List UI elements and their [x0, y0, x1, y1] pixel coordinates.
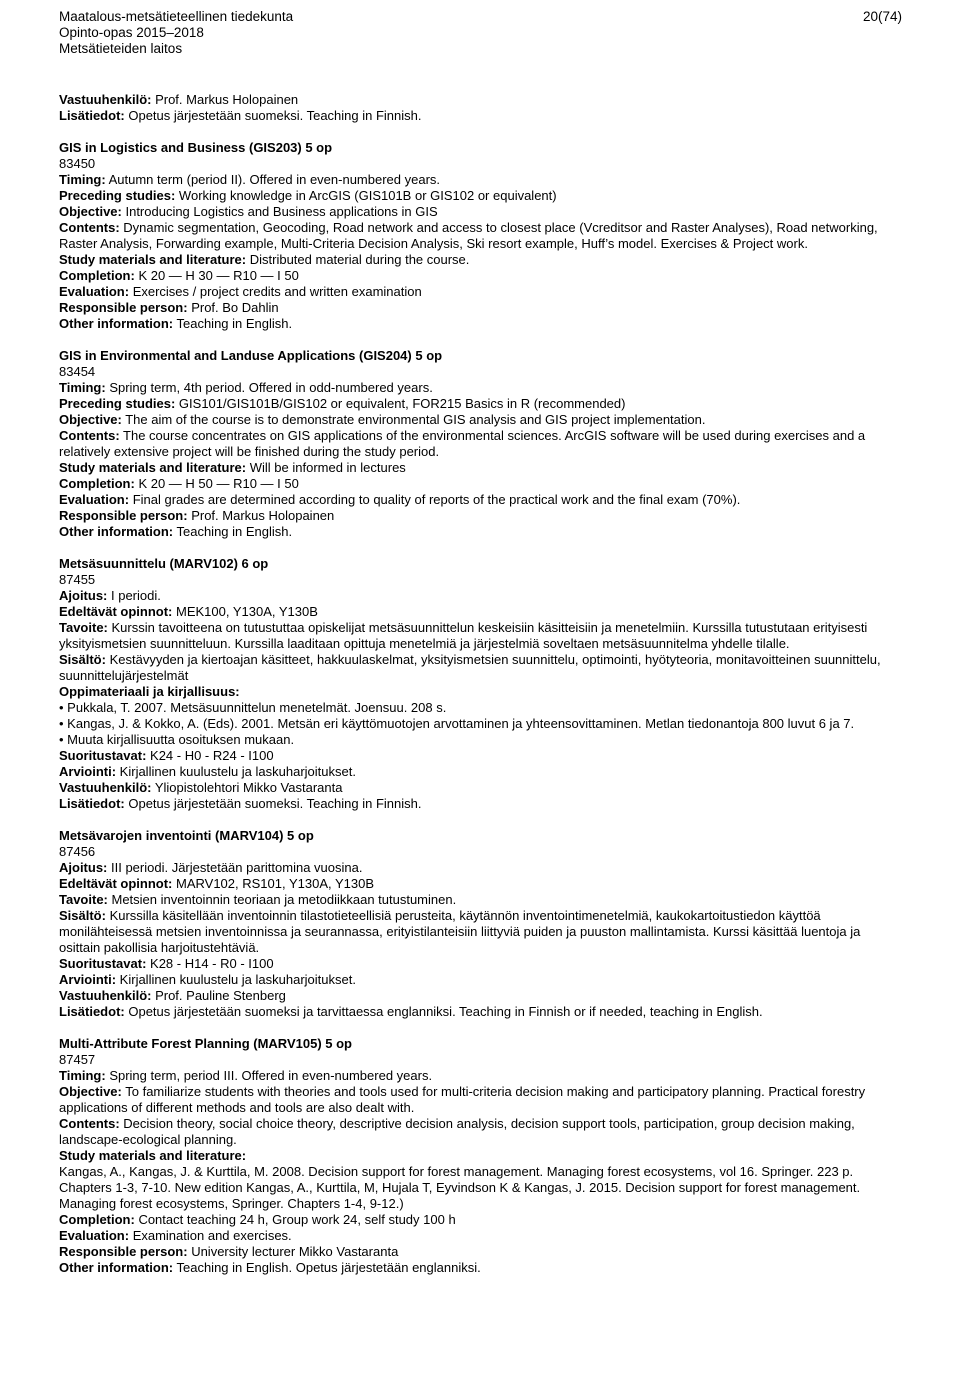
course-materials: Study materials and literature: Distributed material during the course.: [59, 252, 470, 267]
course-contents: Sisältö: Kurssilla käsitellään inventoinnin tilastotieteellisiä perusteita, käytännön inventointimenetelmiä, kaukokartoitustiedon käyttöä monilähteisessä metsien inventoinnissa ja seurannassa, erityistilanteisiin liittyviä puiden ja puuston mallintamista. Kurssi käsittää luentoja ja osittain pakollisia harjoitustehtäviä.: [59, 908, 861, 955]
course-other: Lisätiedot: Opetus järjestetään suomeksi. Teaching in Finnish.: [59, 796, 422, 811]
course-materials-label: Oppimateriaali ja kirjallisuus:: [59, 684, 240, 699]
course-objective: Tavoite: Metsien inventoinnin teoriaan ja metodiikkaan tutustuminen.: [59, 892, 457, 907]
course-code: 83450: [59, 156, 96, 171]
course-code: 87456: [59, 844, 96, 859]
course-contents: Contents: Decision theory, social choice theory, descriptive decision analysis, decision support tools, participation, group decision making, landscape-ecological planning.: [59, 1116, 855, 1147]
course-preceding: Edeltävät opinnot: MEK100, Y130A, Y130B: [59, 604, 318, 619]
course-preceding: Preceding studies: GIS101/GIS101B/GIS102 or equivalent, FOR215 Basics in R (recommended): [59, 396, 626, 411]
course-responsible: Responsible person: University lecturer Mikko Vastaranta: [59, 1244, 399, 1259]
department-name: Metsätieteiden laitos: [59, 41, 183, 56]
course-materials-label: Study materials and literature:: [59, 1148, 247, 1163]
field-value: Opetus järjestetään suomeksi. Teaching in Finnish.: [124, 108, 422, 123]
course-timing: Timing: Spring term, 4th period. Offered in odd-numbered years.: [59, 380, 433, 395]
course-timing: Timing: Spring term, period III. Offered in even-numbered years.: [59, 1068, 433, 1083]
faculty-name: Maatalous-metsätieteellinen tiedekunta: [59, 9, 294, 24]
course-code: 87455: [59, 572, 96, 587]
course-title: Metsävarojen inventointi (MARV104) 5 op: [59, 828, 314, 843]
page-header: [59, 9, 902, 57]
course-other: Other information: Teaching in English.: [59, 524, 293, 539]
course-evaluation: Evaluation: Examination and exercises.: [59, 1228, 292, 1243]
course-responsible: Responsible person: Prof. Bo Dahlin: [59, 300, 279, 315]
course-title: GIS in Logistics and Business (GIS203) 5 op: [59, 140, 333, 155]
course-preceding: Preceding studies: Working knowledge in ArcGIS (GIS101B or GIS102 or equivalent): [59, 188, 557, 203]
course-responsible: Vastuuhenkilö: Prof. Pauline Stenberg: [59, 988, 286, 1003]
course-gis203: [59, 140, 902, 332]
course-contents: Contents: Dynamic segmentation, Geocoding, Road network and access to closest place (Vcreditsor and Raster Analyses), Road networking, Raster Analysis, Forwarding example, Multi-Criteria Decision Analysis, Ski resort example, Huff’s model. Exercises & Project work.: [59, 220, 878, 251]
course-code: 87457: [59, 1052, 96, 1067]
course-timing: Timing: Autumn term (period II). Offered in even-numbered years.: [59, 172, 441, 187]
course-objective: Objective: The aim of the course is to demonstrate environmental GIS analysis and GIS project implementation.: [59, 412, 706, 427]
course-other: Other information: Teaching in English. Opetus järjestetään englanniksi.: [59, 1260, 481, 1275]
course-completion: Suoritustavat: K24 - H0 - R24 - I100: [59, 748, 274, 763]
course-other: Lisätiedot: Opetus järjestetään suomeksi ja tarvittaessa englanniksi. Teaching in Finnish or if needed, teaching in English.: [59, 1004, 763, 1019]
course-timing: Ajoitus: I periodi.: [59, 588, 161, 603]
course-evaluation: Arviointi: Kirjallinen kuulustelu ja laskuharjoitukset.: [59, 972, 356, 987]
list-item: • Pukkala, T. 2007. Metsäsuunnittelun menetelmät. Joensuu. 208 s.: [59, 700, 902, 716]
course-title: GIS in Environmental and Landuse Applications (GIS204) 5 op: [59, 348, 443, 363]
course-objective: Objective: Introducing Logistics and Business applications in GIS: [59, 204, 438, 219]
list-item: • Kangas, J. & Kokko, A. (Eds). 2001. Metsän eri käyttömuotojen arvottaminen ja yhteensovittaminen. Metlan tiedonantoja 800 luvut 6 ja 7.: [59, 716, 902, 732]
course-contents: Sisältö: Kestävyyden ja kiertoajan käsitteet, hakkuulaskelmat, yksityismetsien suunnittelu, optimointi, hyötyteoria, monitavoitteinen suunnittelu, suunnittelujärjestelmät: [59, 652, 881, 683]
intro-info: [59, 108, 902, 124]
course-materials: Study materials and literature: Will be informed in lectures: [59, 460, 406, 475]
course-title: Metsäsuunnittelu (MARV102) 6 op: [59, 556, 269, 571]
list-item: • Muuta kirjallisuutta osoituksen mukaan.: [59, 732, 902, 748]
course-responsible: Responsible person: Prof. Markus Holopainen: [59, 508, 335, 523]
course-marv105: [59, 1036, 902, 1276]
course-marv102: [59, 556, 902, 812]
course-preceding: Edeltävät opinnot: MARV102, RS101, Y130A, Y130B: [59, 876, 375, 891]
course-evaluation: Evaluation: Final grades are determined according to quality of reports of the practical work and the final exam (70%).: [59, 492, 741, 507]
course-contents: Contents: The course concentrates on GIS applications of the environmental sciences. ArcGIS software will be used during exercises and a relatively extensive project will be finished during the study period.: [59, 428, 866, 459]
course-materials: Kangas, A., Kangas, J. & Kurttila, M. 2008. Decision support for forest management. Managing forest ecosystems, vol 16. Springer. 223 p. Chapters 1-3, 7-10. New edition Kangas, A., Kurttila, M, Hujala T, Eyvindson K & Kangas, J. 2015. Decision support for forest management. Managing forest ecosystems, Springer. Chapters 1-4, 9-12.): [59, 1164, 861, 1211]
course-objective: Objective: To familiarize students with theories and tools used for multi-criteria decision making and participatory planning. Practical forestry applications of different methods and tools are also dealt with.: [59, 1084, 866, 1115]
course-other: Other information: Teaching in English.: [59, 316, 293, 331]
guide-title: Opinto-opas 2015–2018: [59, 25, 204, 40]
course-responsible: Vastuuhenkilö: Yliopistolehtori Mikko Vastaranta: [59, 780, 343, 795]
course-completion: Suoritustavat: K28 - H14 - R0 - I100: [59, 956, 274, 971]
field-value: Prof. Markus Holopainen: [151, 92, 299, 107]
course-code: 83454: [59, 364, 96, 379]
page-number: 20(74): [862, 9, 902, 24]
course-gis204: [59, 348, 902, 540]
course-evaluation: Evaluation: Exercises / project credits and written examination: [59, 284, 422, 299]
field-label: Vastuuhenkilö:: [59, 92, 152, 107]
course-evaluation: Arviointi: Kirjallinen kuulustelu ja laskuharjoitukset.: [59, 764, 356, 779]
course-completion: Completion: K 20 — H 50 — R10 — I 50: [59, 476, 299, 491]
course-completion: Completion: Contact teaching 24 h, Group work 24, self study 100 h: [59, 1212, 456, 1227]
course-objective: Tavoite: Kurssin tavoitteena on tutustuttaa opiskelijat metsäsuunnittelun keskeisiin käsitteisiin ja menetelmiin. Kurssilla tutustutaan erityisesti yksityismetsien suunnitteluun. Kurssilla laaditaan opittuja menetelmiä ja järjestelmiä soveltaen metsäsuunnitelma yhdelle tilalle.: [59, 620, 868, 651]
course-timing: Ajoitus: III periodi. Järjestetään parittomina vuosina.: [59, 860, 363, 875]
course-marv104: [59, 828, 902, 1020]
intro-responsible: [59, 92, 902, 108]
document-body: [59, 92, 902, 1276]
field-label: Lisätiedot:: [59, 108, 125, 123]
course-title: Multi-Attribute Forest Planning (MARV105) 5 op: [59, 1036, 352, 1051]
course-completion: Completion: K 20 — H 30 — R10 — I 50: [59, 268, 299, 283]
